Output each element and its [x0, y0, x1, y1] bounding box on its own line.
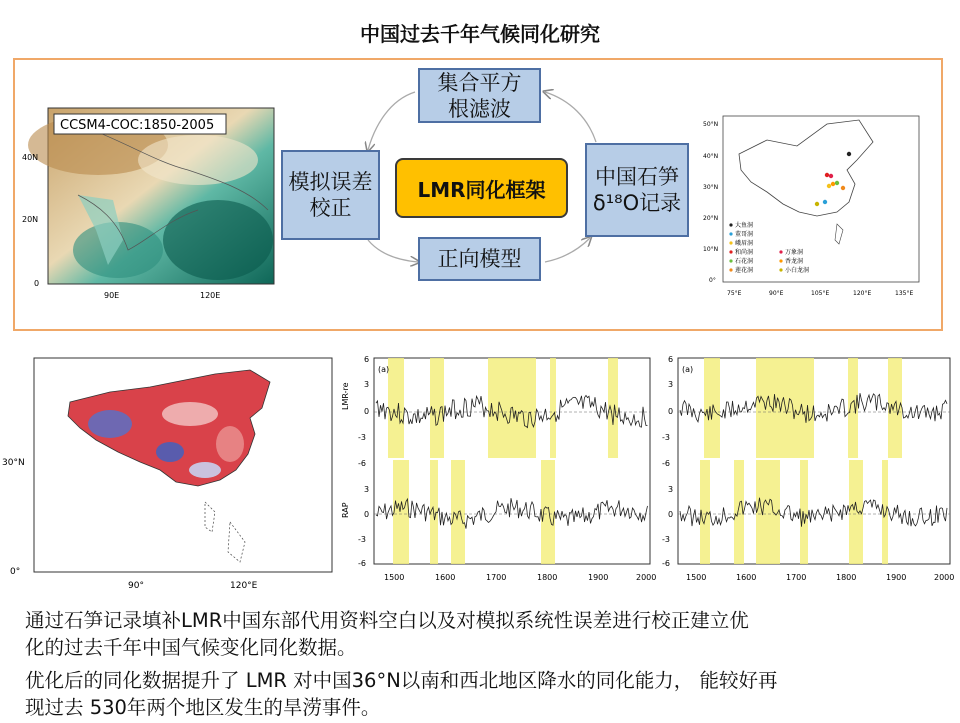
ytick: -3	[358, 433, 366, 442]
xtick: 1900	[588, 573, 609, 582]
legend-item: 香龙洞	[785, 258, 804, 265]
xtick: 2000	[636, 573, 656, 582]
caption-line-1: 通过石笋记录填补LMR中国东部代用资料空白以及对模拟系统性误差进行校正建立优	[25, 609, 749, 632]
model-map-label: CCSM4-COC:1850-2005	[60, 118, 215, 133]
ytick: 0	[668, 510, 674, 519]
station-ytick: 20°N	[703, 215, 719, 222]
page-title: 中国过去千年气候同化研究	[360, 22, 600, 46]
timeseries-left	[338, 352, 656, 588]
ytick: 3	[668, 485, 674, 494]
panel-label: (a)	[682, 365, 694, 374]
station-ytick: 40°N	[703, 153, 719, 160]
bias-correction-box	[281, 150, 380, 240]
xtick: 1900	[886, 573, 907, 582]
timeseries-right	[656, 352, 960, 588]
model-map-ytick: 40N	[22, 153, 39, 162]
legend-item: 大鱼洞	[735, 222, 754, 229]
legend-item: 石花洞	[735, 258, 754, 265]
ytick: -6	[358, 459, 366, 468]
ytick: -3	[662, 433, 670, 442]
ytick: -3	[662, 535, 670, 544]
enkf-line-2: 根滤波	[448, 96, 511, 121]
bias-line-1: 模拟误差	[288, 170, 373, 194]
ytick: 3	[364, 485, 370, 494]
station-map	[697, 112, 925, 308]
legend-item: 莲花洞	[735, 267, 754, 274]
model-map-ytick: 0	[34, 279, 40, 288]
ytick: 6	[364, 355, 370, 364]
xtick: 1700	[786, 573, 807, 582]
enkf-line-1: 集合平方	[437, 70, 522, 95]
caption-line-3: 优化后的同化数据提升了 LMR 对中国36°N以南和西北地区降水的同化能力， 能较好再	[25, 669, 778, 692]
ylabel-top: LMR-re	[341, 382, 350, 410]
station-ytick: 50°N	[703, 121, 719, 128]
xtick: 1500	[384, 573, 405, 582]
xtick: 1700	[486, 573, 507, 582]
xtick: 1800	[836, 573, 857, 582]
forward-model-label: 正向模型	[437, 247, 522, 271]
panel-label: (a)	[378, 365, 390, 374]
ytick: -3	[358, 535, 366, 544]
forward-model-box	[418, 237, 541, 281]
skill-xtick: 120°E	[230, 581, 258, 591]
xtick: 1600	[736, 573, 757, 582]
speleothem-box	[585, 143, 689, 237]
xtick: 1800	[537, 573, 558, 582]
ytick: 0	[668, 407, 674, 416]
xtick: 1500	[686, 573, 707, 582]
xtick: 2000	[934, 573, 955, 582]
ytick: 0	[364, 407, 370, 416]
ytick: -6	[358, 559, 366, 568]
station-ytick: 0°	[709, 277, 716, 284]
speleothem-line-2: δ¹⁸O记录	[592, 191, 682, 215]
caption-line-2: 化的过去千年中国气候变化同化数据。	[25, 636, 357, 659]
xtick: 1600	[435, 573, 456, 582]
enkf-box	[418, 68, 541, 123]
skill-xtick: 90°	[128, 581, 144, 591]
station-xtick: 90°E	[769, 290, 784, 297]
skill-ytick: 30°N	[2, 458, 25, 468]
legend-item: 万象洞	[785, 249, 804, 256]
legend-item: 小白龙洞	[785, 267, 810, 274]
lmr-framework-core: LMR同化框架	[395, 158, 568, 218]
ylabel-bottom: RAP	[341, 502, 350, 518]
skill-map	[0, 352, 342, 592]
ytick: 3	[668, 380, 674, 389]
skill-ytick: 0°	[10, 567, 21, 577]
legend-item: 董哥洞	[735, 231, 754, 238]
ytick: 6	[668, 355, 674, 364]
model-map-xtick: 90E	[104, 291, 120, 300]
model-map-ytick: 20N	[22, 215, 39, 224]
ytick: -6	[662, 459, 670, 468]
ytick: 0	[364, 510, 370, 519]
caption-line-4: 现过去 530年两个地区发生的旱涝事件。	[25, 696, 381, 719]
bias-line-2: 校正	[309, 196, 352, 220]
legend-item: 和尚洞	[735, 249, 754, 256]
station-xtick: 105°E	[811, 290, 830, 297]
station-xtick: 120°E	[853, 290, 872, 297]
station-ytick: 10°N	[703, 246, 719, 253]
model-map-xtick: 120E	[200, 291, 221, 300]
station-xtick: 135°E	[895, 290, 914, 297]
station-ytick: 30°N	[703, 184, 719, 191]
speleothem-line-1: 中国石笋	[595, 165, 679, 189]
ytick: -6	[662, 559, 670, 568]
station-xtick: 75°E	[727, 290, 742, 297]
legend-item: 峨眉洞	[735, 240, 754, 247]
ytick: 3	[364, 380, 370, 389]
